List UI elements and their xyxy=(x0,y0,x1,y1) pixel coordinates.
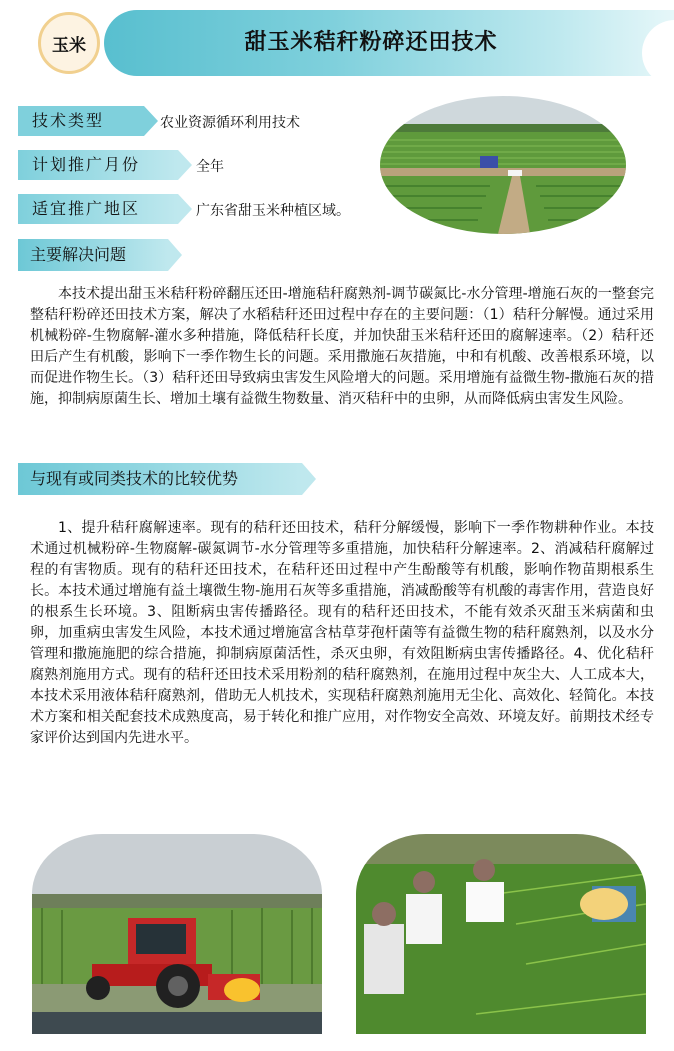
section-heading-advantages: 与现有或同类技术的比较优势 xyxy=(18,463,302,495)
section-heading-problems: 主要解决问题 xyxy=(18,239,168,271)
section-body-advantages: 1、提升秸秆腐解速率。现有的秸秆还田技术，秸秆分解缓慢，影响下一季作物耕种作业。本技术通过机械粉碎-生物腐解-碳氮调节-水分管理等多重措施，加快秸秆分解速率。2、消减秸秆腐解过程的有害物质。现有的秸秆还田技术，在秸秆还田过程中产生酚酸等有机酸，影响作物苗期根系生长。本技术通过增施有益土壤微生物-施用石灰等多重措施，消减酚酸等有机酸的毒害作用，营造良好的根系生长环境。3、阻断病虫害传播路径。现有的秸秆还田技术，不能有效杀灭甜玉米病菌和虫卵，加重病虫害发生风险，本技术通过增施富含枯草芽孢杆菌等有益微生物的秸秆腐熟剂，以及水分管理和撒施施肥的综合措施，抑制病原菌活性，杀灭虫卵，有效阻断病虫害传播路径。4、优化秸秆腐熟剂施用方式。现有的秸秆还田技术采用粉剂的秸秆腐熟剂，在施用过程中灰尘大、人工成本大，本技术采用液体秸秆腐熟剂，借助无人机技术，实现秸秆腐熟剂施用无尘化、高效化、轻简化。本技术方案和相关配套技术成熟度高，易于转化和推广应用，对作物安全高效、环境友好。前期技术经专家评价达到国内先进水平。 xyxy=(30,520,654,746)
field-photo xyxy=(380,96,626,234)
field-inspection-photo xyxy=(356,834,646,1034)
tech-type-label: 技术类型 xyxy=(18,106,144,136)
tech-type-value: 农业资源循环利用技术 xyxy=(160,115,300,131)
section-body-problems: 本技术提出甜玉米秸秆粉碎翻压还田-增施秸秆腐熟剂-调节碳氮比-水分管理-增施石灰的一整套完整秸秆粉碎还田技术方案，解决了水稻秸秆还田过程中存在的主要问题：（1）秸秆分解慢。通过采用机械粉碎-生物腐解-灌水多种措施，降低秸秆长度，并加快甜玉米秸秆还田的腐解速率。（2）秸秆还田后产生有机酸，影响下一季作物生长的问题。采用撒施石灰措施，中和有机酸、改善根系环境，以而促进作物生长。（3）秸秆还田导致病虫害发生风险增大的问题。采用增施有益微生物-撒施石灰的措施，抑制病原菌生长、增加土壤有益微生物数量、消灭秸秆中的虫卵，从而降低病虫害发生风险。 xyxy=(30,286,654,407)
page-title: 甜玉米秸秆粉碎还田技术 xyxy=(244,30,498,55)
promotion-month-value: 全年 xyxy=(196,159,224,175)
harvester-photo xyxy=(32,834,322,1034)
region-value: 广东省甜玉米种植区域。 xyxy=(196,203,350,219)
category-badge-label: 玉米 xyxy=(52,35,86,56)
category-badge xyxy=(38,12,100,74)
region-label: 适宜推广地区 xyxy=(18,194,178,224)
promotion-month-label: 计划推广月份 xyxy=(18,150,178,180)
banner-notch xyxy=(642,20,674,86)
